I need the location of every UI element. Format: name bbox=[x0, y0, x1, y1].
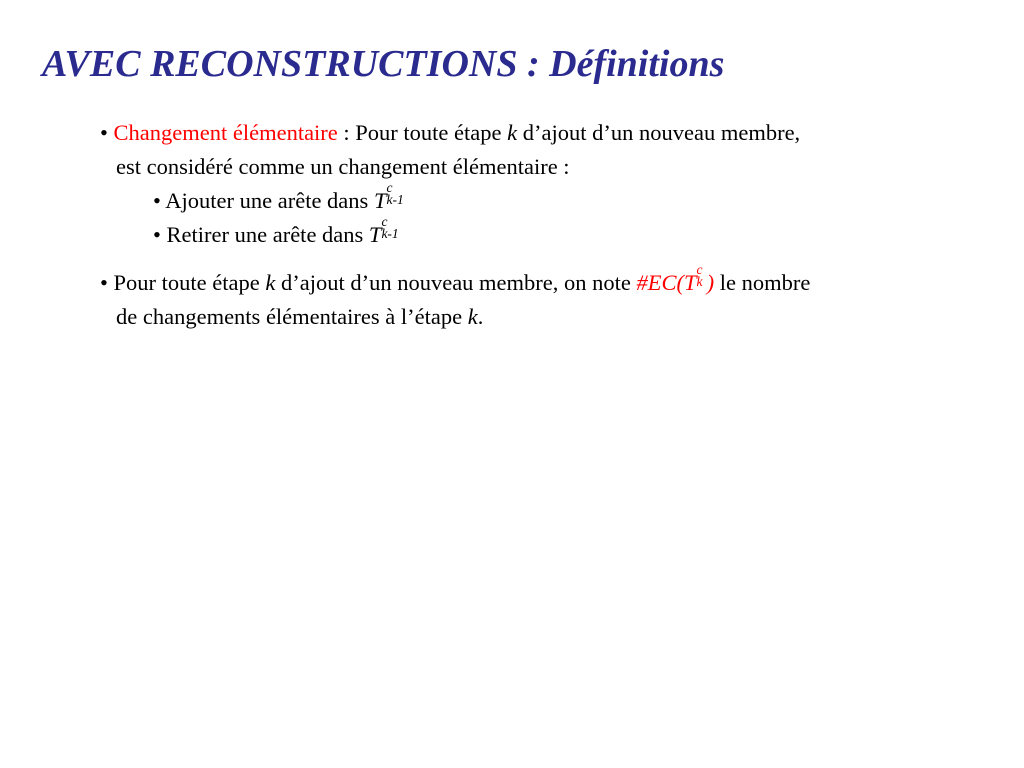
slide-title: AVEC RECONSTRUCTIONS : Définitions bbox=[42, 43, 725, 85]
tree-subscript: k-1 bbox=[381, 225, 399, 241]
subitem-text: Retirer une arête dans bbox=[166, 222, 369, 247]
bullet-marker: • bbox=[100, 120, 114, 145]
bullet-2-line-2 bbox=[100, 300, 1015, 334]
bullet-spacer bbox=[100, 252, 1015, 266]
variable-k: k bbox=[507, 120, 518, 145]
subitem-marker: • bbox=[153, 188, 166, 213]
subitem-text: Ajouter une arête dans bbox=[165, 188, 374, 213]
tree-superscript: c bbox=[381, 214, 388, 230]
notation-prefix: #EC(T bbox=[636, 270, 697, 295]
bullet-2-period: . bbox=[477, 304, 484, 329]
notation-ec bbox=[636, 262, 715, 295]
tree-subscript: k-1 bbox=[386, 191, 404, 207]
tree-superscript: c bbox=[386, 180, 393, 196]
tree-symbol: T bbox=[368, 222, 382, 247]
bullet-2-text-c: le nombre bbox=[714, 270, 811, 295]
notation-subscript: k bbox=[696, 273, 703, 289]
slide-body bbox=[100, 116, 1015, 334]
subitem-retirer-arete bbox=[100, 214, 1015, 252]
bullet-2-text-b: d’ajout d’un nouveau membre, on note bbox=[275, 270, 637, 295]
tree-symbol: T bbox=[373, 188, 387, 213]
bullet-marker: • bbox=[100, 270, 114, 295]
notation-scripts bbox=[696, 262, 707, 291]
subitem-ajouter-arete bbox=[100, 180, 1015, 218]
bullet-1-line-1 bbox=[100, 116, 1015, 150]
bullet-notation-ec bbox=[100, 262, 1015, 334]
bullet-2-text-d: de changements élémentaires à l’étape bbox=[116, 304, 468, 329]
tree-scripts bbox=[386, 180, 422, 209]
notation-superscript: c bbox=[696, 262, 703, 278]
notation-suffix: ) bbox=[706, 270, 715, 295]
variable-k: k bbox=[265, 270, 276, 295]
bullet-2-line-1 bbox=[100, 262, 1015, 300]
variable-k: k bbox=[467, 304, 478, 329]
subitem-marker: • bbox=[153, 222, 167, 247]
term-changement-elementaire: Changement élémentaire bbox=[113, 120, 338, 145]
tree-scripts bbox=[381, 214, 417, 243]
bullet-changement-elementaire bbox=[100, 116, 1015, 252]
bullet-1-line-2: est considéré comme un changement élémentaire : bbox=[116, 154, 570, 179]
bullet-1-text-a: : Pour toute étape bbox=[337, 120, 508, 145]
bullet-1-text-b: d’ajout d’un nouveau membre, bbox=[517, 120, 801, 145]
bullet-2-text-a: Pour toute étape bbox=[113, 270, 266, 295]
